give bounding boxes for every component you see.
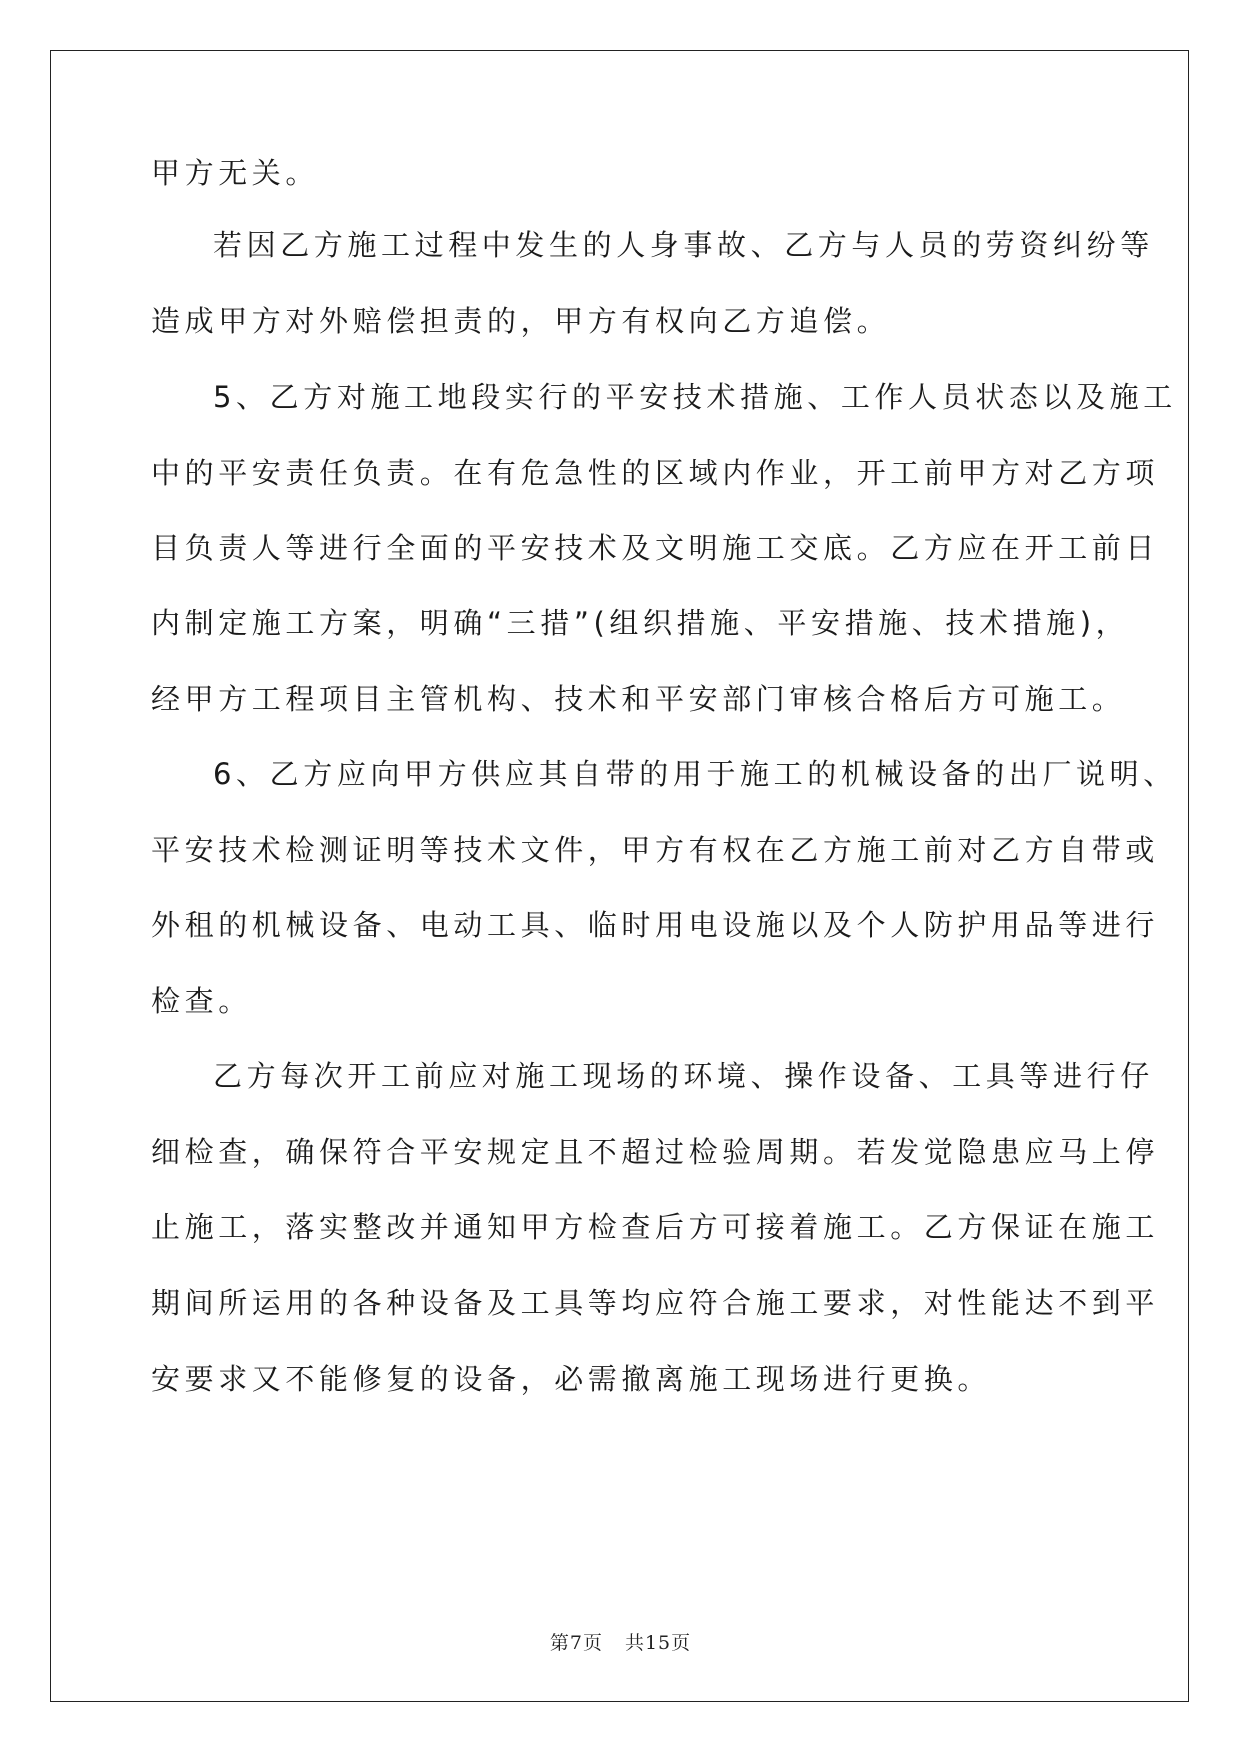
text-line: 检查。 — [151, 984, 252, 1018]
text-line: 平安技术检测证明等技术文件，甲方有权在乙方施工前对乙方自带或 — [151, 833, 1160, 867]
text-line: 乙方每次开工前应对施工现场的环境、操作设备、工具等进行仔 — [213, 1059, 1154, 1093]
text-line: 6、乙方应向甲方供应其自带的用于施工的机械设备的出厂说明、 — [213, 757, 1177, 791]
page-total: 共15页 — [624, 1632, 692, 1654]
text-line: 内制定施工方案，明确“三措”(组织措施、平安措施、技术措施)， — [151, 606, 1130, 640]
page-border — [50, 50, 1189, 1702]
text-line: 期间所运用的各种设备及工具等均应符合施工要求，对性能达不到平 — [151, 1286, 1160, 1320]
text-line: 安要求又不能修复的设备，必需撤离施工现场进行更换。 — [151, 1362, 992, 1396]
text-line: 若因乙方施工过程中发生的人身事故、乙方与人员的劳资纠纷等 — [213, 228, 1154, 262]
text-line: 目负责人等进行全面的平安技术及文明施工交底。乙方应在开工前日 — [151, 531, 1160, 565]
text-line: 经甲方工程项目主管机构、技术和平安部门审核合格后方可施工。 — [151, 682, 1126, 716]
text-line: 外租的机械设备、电动工具、临时用电设施以及个人防护用品等进行 — [151, 908, 1160, 942]
text-line: 造成甲方对外赔偿担责的，甲方有权向乙方追偿。 — [151, 304, 891, 338]
page-number: 第7页 — [549, 1632, 603, 1654]
text-line: 甲方无关。 — [151, 156, 320, 190]
text-line: 5、乙方对施工地段实行的平安技术措施、工作人员状态以及施工 — [213, 380, 1177, 414]
page-footer — [0, 1628, 1241, 1655]
text-line: 止施工，落实整改并通知甲方检查后方可接着施工。乙方保证在施工 — [151, 1210, 1160, 1244]
text-line: 中的平安责任负责。在有危急性的区域内作业，开工前甲方对乙方项 — [151, 456, 1160, 490]
text-line: 细检查，确保符合平安规定且不超过检验周期。若发觉隐患应马上停 — [151, 1135, 1160, 1169]
